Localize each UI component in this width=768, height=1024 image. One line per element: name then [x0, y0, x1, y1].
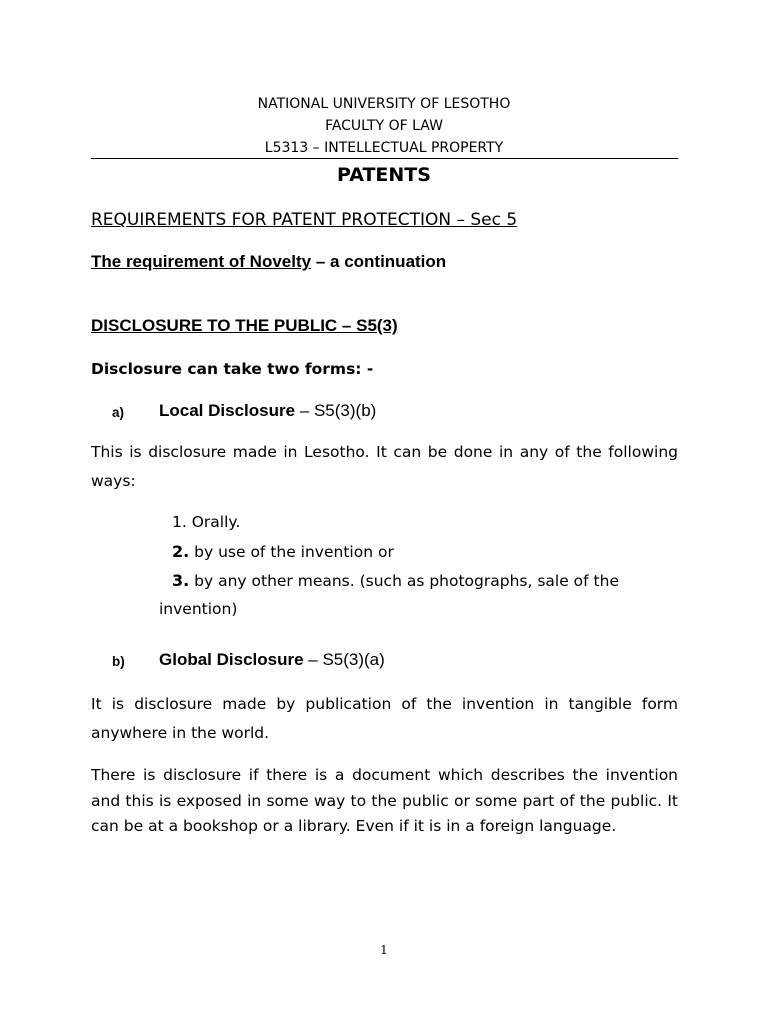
- way-2-num: 2.: [172, 542, 190, 561]
- section-heading: [91, 210, 517, 230]
- way-3-continuation: invention): [159, 600, 238, 618]
- faculty-name: FACULTY OF LAW: [325, 118, 443, 134]
- item-b-marker: b): [112, 654, 125, 669]
- item-b-paragraph-2: There is disclosure if there is a document which describes the invention and this is exposed in some way to the public or some part of the public. It can be at a bookshop or a library. Even if it is in a foreign language.: [91, 766, 678, 835]
- way-1-num: 1.: [172, 513, 187, 531]
- novelty-subheading: [91, 252, 446, 272]
- item-a-ref: – S5(3)(b): [295, 401, 377, 420]
- page-title: PATENTS: [337, 164, 431, 186]
- course-title: L5313 – INTELLECTUAL PROPERTY: [264, 140, 504, 156]
- item-b-description: It is disclosure made by publication of the invention in tangible form anywhere in the world.: [91, 695, 678, 742]
- header-divider: [91, 158, 678, 159]
- novelty-subheading-underlined: The requirement of Novelty: [91, 252, 312, 271]
- section-heading-text: REQUIREMENTS FOR PATENT PROTECTION – Sec 5: [91, 210, 518, 230]
- item-a-heading: [159, 401, 376, 421]
- way-1-text: Orally.: [186, 513, 241, 531]
- item-a-label: Local Disclosure: [159, 401, 296, 420]
- item-a-marker: a): [112, 405, 125, 420]
- way-2: [172, 542, 394, 561]
- disclosure-heading: DISCLOSURE TO THE PUBLIC – S5(3): [91, 316, 398, 335]
- item-b-ref: – S5(3)(a): [303, 650, 385, 669]
- novelty-subheading-rest: – a continuation: [311, 252, 447, 271]
- way-3: [172, 571, 619, 590]
- item-a-description: This is disclosure made in Lesotho. It can be done in any of the following ways:: [91, 443, 678, 490]
- disclosure-intro: Disclosure can take two forms: -: [91, 360, 374, 378]
- item-b-heading: [159, 650, 385, 670]
- way-3-num: 3.: [172, 571, 190, 590]
- page-number: 1: [380, 943, 388, 957]
- university-name: NATIONAL UNIVERSITY OF LESOTHO: [257, 96, 511, 112]
- item-b-label: Global Disclosure: [159, 650, 304, 669]
- way-2-text: by use of the invention or: [189, 543, 394, 561]
- way-1: [172, 513, 240, 531]
- way-3-text: by any other means. (such as photographs, sale of the: [189, 572, 619, 590]
